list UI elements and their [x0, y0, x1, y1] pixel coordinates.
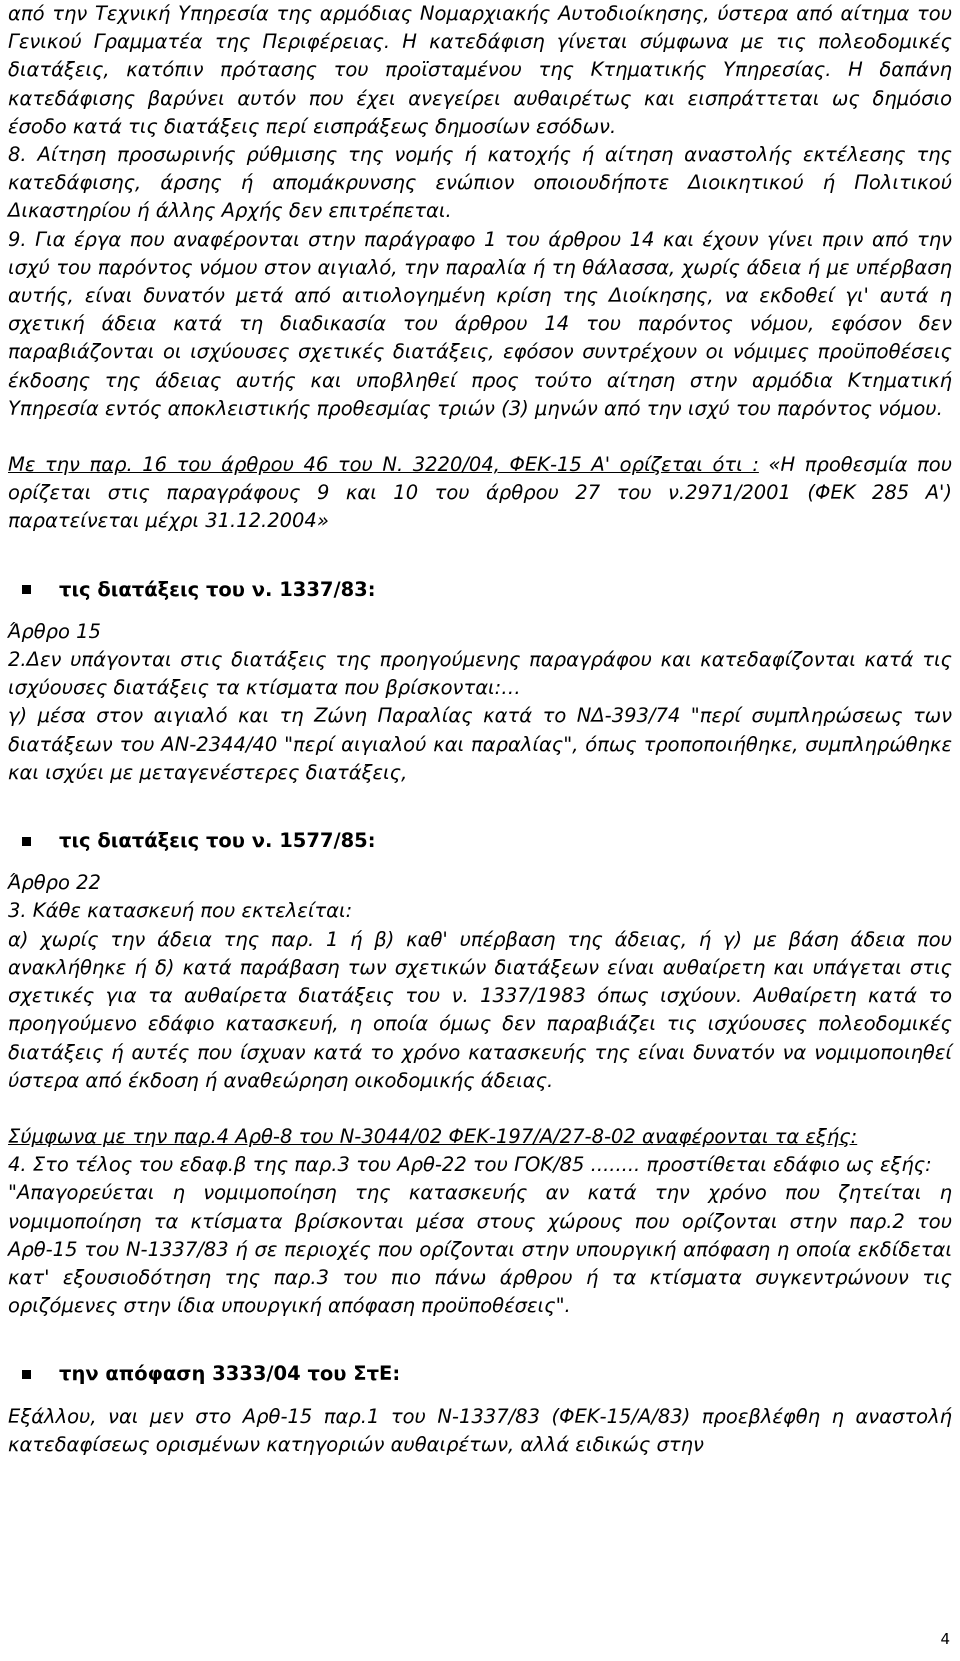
- bullet-law-1337: [22, 576, 952, 604]
- article-15-item-g: γ) μέσα στον αιγιαλό και τη Ζώνη Παραλίας κατά το ΝΔ-393/74 "περί συμπληρώσεως των διατάξεων του ΑΝ-2344/40 "περί αιγιαλού και παραλίας", όπως τροποποιήθηκε, συμπληρώθηκε και ισχύει με μεταγενέστερες διατάξεις,: [8, 704, 952, 784]
- square-bullet-icon: [22, 1370, 31, 1379]
- bullet-ste-decision: [22, 1360, 952, 1388]
- paragraph-9: 9. Για έργα που αναφέρονται στην παράγραφο 1 του άρθρου 14 και έχουν γίνει πριν από την ισχύ του παρόντος νόμου στον αιγιαλό, την παραλία ή τη θάλασσα, χωρίς άδεια ή με υπέρβαση αυτής, είναι δυνατόν μετά από αιτιολογημένη κρίση της Διοίκησης, να εκδοθεί γι' αυτά η σχετική άδεια κατά τη διαδικασία του άρθρου 14 του παρόντος νόμου, εφόσον δεν παραβιάζονται οι ισχύουσες σχετικές διατάξεις, εφόσον συντρέχουν οι νόμιμες προϋποθέσεις έκδοσης της άδειας αυτής και υποβληθεί προς τούτο αίτηση στην αρμόδια Κτηματική Υπηρεσία εντός αποκλειστικής προθεσμίας τριών (3) μηνών από την ισχύ του παρόντος νόμου.: [8, 227, 952, 420]
- document-body: [8, 0, 952, 1459]
- article-15-paragraph-2: 2.Δεν υπάγονται στις διατάξεις της προηγούμενης παραγράφου και κατεδαφίζονται κατά τις ισχύουσες διατάξεις τα κτίσματα που βρίσκονται:…: [8, 648, 952, 700]
- amendment-quote: «Η προθεσμία που ορίζεται στις παραγράφους 9 και 10 του άρθρου 27 του ν.2971/2001 (ΦΕΚ 285 Α') παρατείνεται μέχρι 31.12.2004»: [8, 453, 952, 533]
- amendment-paragraph: [8, 451, 952, 536]
- page-number: 4: [940, 1629, 950, 1648]
- article-22-heading: Άρθρο 22: [8, 871, 101, 895]
- bullet-heading-ste: την απόφαση 3333/04 του ΣτΕ:: [59, 1362, 401, 1386]
- law-3044-paragraph-4: 4. Στο τέλος του εδαφ.β της παρ.3 του Αρθ-22 του ΓΟΚ/85 ........ προστίθεται εδάφιο ως εξής:: [8, 1153, 932, 1177]
- bullet-heading-1577: τις διατάξεις του ν. 1577/85:: [59, 829, 376, 853]
- article-22-paragraph-3: 3. Κάθε κατασκευή που εκτελείται:: [8, 899, 353, 923]
- bullet-heading-1337: τις διατάξεις του ν. 1337/83:: [59, 577, 376, 601]
- paragraph-demolition-procedure: από την Τεχνική Υπηρεσία της αρμόδιας Νομαρχιακής Αυτοδιοίκησης, ύστερα από αίτημα του Γενικού Γραμματέα της Περιφέρειας. Η κατεδάφιση γίνεται σύμφωνα με τις πολεοδομικές διατάξεις, κατόπιν πρότασης του προϊσταμένου της Κτηματικής Υπηρεσίας. Η δαπάνη κατεδάφισης βαρύνει αυτόν που έχει ανεγείρει αυθαιρέτως και εισπράττεται ως δημόσιο έσοδο κατά τις διατάξεις περί εισπράξεως δημοσίων εσόδων.: [8, 2, 952, 138]
- square-bullet-icon: [22, 837, 31, 846]
- ste-paragraph: Εξάλλου, ναι μεν στο Αρθ-15 παρ.1 του Ν-1337/83 (ΦΕΚ-15/Α/83) προεβλέφθη η αναστολή κατεδαφίσεως ορισμένων κατηγοριών αυθαιρέτων, αλλά ειδικώς στην: [8, 1404, 952, 1456]
- square-bullet-icon: [22, 585, 31, 594]
- law-3044-lead: Σύμφωνα με την παρ.4 Αρθ-8 του Ν-3044/02 ΦΕΚ-197/Α/27-8-02 αναφέρονται τα εξής:: [8, 1124, 858, 1148]
- bullet-law-1577: [22, 827, 952, 855]
- law-3044-quote: "Απαγορεύεται η νομιμοποίηση της κατασκευής αν κατά την χρόνο που ζητείται η νομιμοποίηση τα κτίσματα βρίσκονται μέσα στους χώρους που ορίζονται στην παρ.2 του Αρθ-15 του Ν-1337/83 ή σε περιοχές που ορίζονται στην υπουργική απόφαση η οποία εκδίδεται κατ' εξουσιοδότηση της παρ.3 του πιο πάνω άρθρου ή τα κτίσματα συγκεντρώνουν τις οριζόμενες στην ίδια υπουργική απόφαση προϋποθέσεις".: [8, 1181, 952, 1318]
- paragraph-8: 8. Αίτηση προσωρινής ρύθμισης της νομής ή κατοχής ή αίτηση αναστολής εκτέλεσης της κατεδάφισης, άρσης ή απομάκρυνσης ενώπιον οποιουδήποτε Διοικητικού ή Πολιτικού Δικαστηρίου ή άλλης Αρχής δεν επιτρέπεται.: [8, 143, 952, 223]
- article-15-heading: Άρθρο 15: [8, 619, 101, 643]
- article-22-items: α) χωρίς την άδεια της παρ. 1 ή β) καθ' υπέρβαση της άδειας, ή γ) με βάση άδεια που ανακλήθηκε ή δ) κατά παράβαση των σχετικών διατάξεων είναι αυθαίρετη και υπάγεται στις σχετικές για τα αυθαίρετα διατάξεις του ν. 1337/1983 όπως ισχύουν. Αυθαίρετη κατά το προηγούμενο εδάφιο κατασκευή, η οποία όμως δεν παραβιάζει τις ισχύουσες πολεοδομικές διατάξεις ή αυτές που ίσχυαν κατά το χρόνο κατασκευής της είναι δυνατόν να νομιμοποιηθεί ύστερα από έκδοση ή αναθεώρηση οικοδομικής άδειας.: [8, 927, 952, 1092]
- amendment-lead: Με την παρ. 16 του άρθρου 46 του Ν. 3220/04, ΦΕΚ-15 Α' ορίζεται ότι :: [8, 453, 759, 477]
